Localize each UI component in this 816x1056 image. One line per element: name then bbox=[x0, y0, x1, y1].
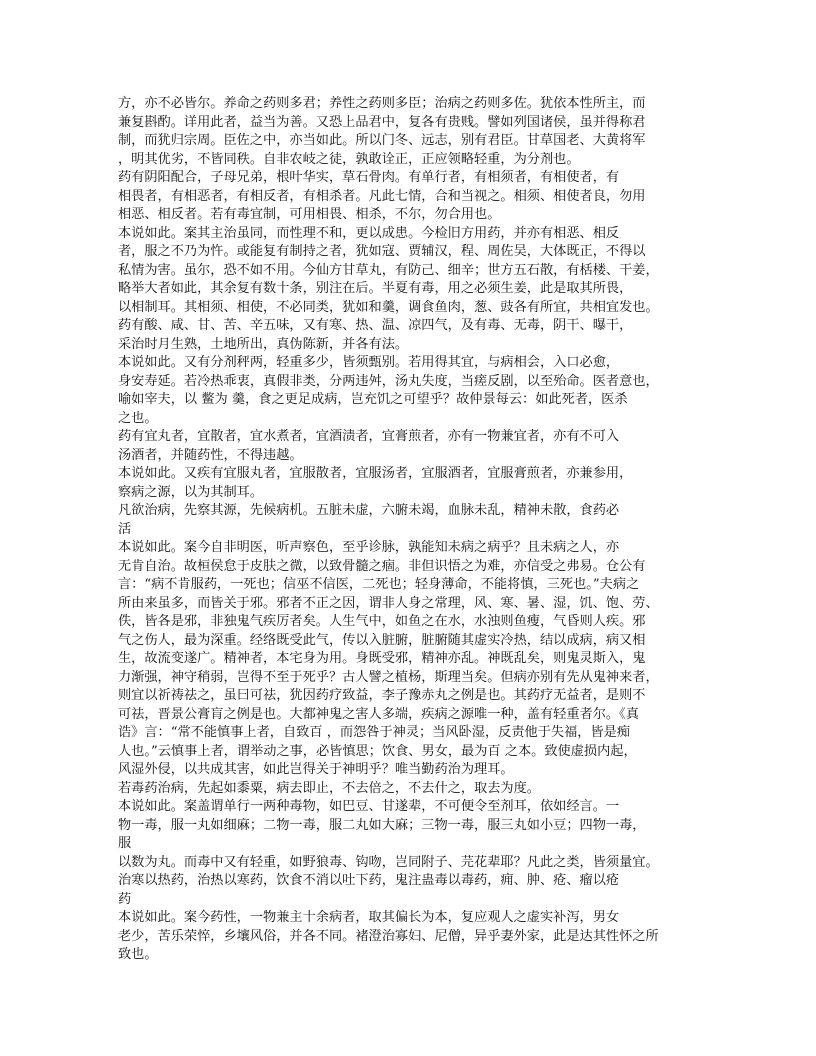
text-line: 言：“病不肯服药，一死也；信巫不信医，二死也；轻身薄命，不能将慎，三死也。”夫病之 bbox=[118, 577, 640, 592]
text-line: 服 bbox=[118, 836, 132, 851]
text-line: 力渐强，神守稍弱，岂得不至于死乎？古人譬之植杨，斯理当矣。但病亦别有先从鬼神来者， bbox=[118, 669, 659, 685]
text-line: 汤酒者，并随药性，不得违越。 bbox=[118, 447, 303, 463]
text-line: 人也。”云慎事上者，谓举动之事，必皆慎思；饮食、男女，最为百 之本。致使虚损内起， bbox=[118, 743, 637, 759]
text-line: 药有阴阳配合，子母兄弟，根叶华实，草石骨肉。有单行者，有相须者，有相使者，有 bbox=[118, 170, 620, 185]
text-line: 制，而犹归宗周。臣佐之中，亦当如此。所以门冬、远志，别有君臣。甘草国老、大黄将军 bbox=[118, 133, 646, 148]
text-line: 所由来虽多，而皆关于邪。邪者不正之因，谓非人身之常理，风、寒、暑、湿，饥、饱、劳、 bbox=[118, 595, 659, 611]
text-line: 老少，苦乐荣悴，乡壤风俗，并各不同。褚澄治寡妇、尼僧，异乎妻外家，此是达其性怀之所 bbox=[118, 928, 659, 944]
text-line: 身安寿延。若冷热乖衷，真假非类，分两违舛，汤丸失度，当瘥反剧，以至殆命。医者意也， bbox=[118, 373, 659, 389]
text-line: 物一毒，服一丸如细麻；二物一毒，服二丸如大麻；三物一毒，服三丸如小豆；四物一毒， bbox=[118, 817, 646, 833]
text-line: 者，服之不乃为忤。或能复有制持之者，犹如寇、贾辅汉，程、周佐吴，大体既正，不得以 bbox=[118, 244, 646, 259]
text-line: 气之伤人，最为深重。经络既受此气，传以入脏腑，脏腑随其虚实冷热，结以成病，病又相 bbox=[118, 632, 646, 648]
text-line: 方，亦不必皆尔。养命之药则多君；养性之药则多臣；治病之药则多佐。犹依本性所主，而 bbox=[118, 96, 646, 111]
text-line: 无肯自治。故桓侯怠于皮肤之微，以致骨髓之痼。非但识悟之为难，亦信受之弗易。仓公有 bbox=[118, 558, 646, 574]
text-line: 相畏者，有相恶者，有相反者，有相杀者。凡此七情，合和当视之。相须、相使者良，勿用 bbox=[118, 188, 646, 204]
text-line: 兼复斟酌。详用此者，益当为善。又恐上品君中，复各有贵贱。譬如列国诸侯，虽并得称君 bbox=[118, 114, 646, 130]
text-line: 本说如此。又有分剂秤两，轻重多少，皆须甄别。若用得其宜，与病相会，入口必愈， bbox=[118, 355, 620, 370]
text-line: 药有酸、咸、甘、苦、辛五味，又有寒、热、温、凉四气，及有毒、无毒，阴干、曝干， bbox=[118, 318, 633, 333]
text-line: 可祛，晋景公膏肓之例是也。大都神鬼之害人多端，疾病之源唯一种，盖有轻重者尔。《真 bbox=[118, 706, 639, 722]
text-line: 佚，皆各是邪，非独鬼气疾厉者矣。人生气中，如鱼之在水，水浊则鱼瘦，气昏则人疾。邪 bbox=[118, 614, 646, 629]
text-line: 察病之源，以为其制耳。 bbox=[118, 484, 264, 500]
text-line: 治寒以热药，治热以寒药，饮食不消以吐下药，鬼注蛊毒以毒药，痈、肿、疮、瘤以疮 bbox=[118, 873, 620, 888]
text-line: 私情为害。虽尔，恐不如不用。今仙方甘草丸，有防己、细辛；世方五石散，有栝楼、干姜， bbox=[118, 262, 659, 278]
text-line: 致也。 bbox=[118, 947, 158, 962]
text-line: 喻如宰夫，以 鳖为 羹，食之更足成病，岂充饥之可望乎？故仲景每云：如此死者，医杀 bbox=[118, 392, 628, 407]
text-line: 本说如此。又疾有宜服丸者，宜服散者，宜服汤者，宜服酒者，宜服膏煎者，亦兼参用， bbox=[118, 466, 633, 481]
text-line: 本说如此。案今药性，一物兼主十余病者，取其偏长为本，复应观人之虚实补泻，男女 bbox=[118, 910, 620, 925]
text-line: 若毒药治病，先起如黍粟，病去即止，不去倍之，不去什之，取去为度。 bbox=[118, 780, 540, 796]
text-line: 药有宜丸者，宜散者，宜水煮者，宜酒渍者，宜膏煎者，亦有一物兼宜者，亦有不可入 bbox=[118, 429, 620, 444]
text-line: 本说如此。案今自非明医，听声察色，至乎诊脉，孰能知未病之病乎？且未病之人，亦 bbox=[118, 540, 620, 555]
text-line: 相恶、相反者。若有毒宜制，可用相畏、相杀，不尔，勿合用也。 bbox=[118, 207, 501, 222]
text-line: 本说如此。案盖谓单行一两种毒物，如巴豆、甘遂辈，不可便令至剂耳，依如经言。一 bbox=[118, 799, 620, 814]
text-line: 则宜以祈祷祛之，虽曰可祛，犹因药疗致益，李子豫赤丸之例是也。其药疗无益者，是则不 bbox=[118, 688, 646, 703]
text-line: 以数为丸。而毒中又有轻重，如野狼毒、钩吻，岂同附子、芫花辈耶？凡此之类，皆须量宜。 bbox=[118, 854, 659, 870]
text-line: 诰》言：“常不能慎事上者，自致百 ，而怨咎于神灵；当风卧湿，反责他于失福，皆是痴 bbox=[118, 725, 631, 740]
text-line: 之也。 bbox=[118, 410, 158, 426]
text-line: 风湿外侵，以共成其害，如此岂得关于神明乎？唯当勤药治为理耳。 bbox=[118, 762, 514, 777]
text-line: 生，故流变遂广。精神者，本宅身为用。身既受邪，精神亦乱。神既乱矣，则鬼灵斯入，鬼 bbox=[118, 651, 646, 666]
text-line: 以相制耳。其相须、相使，不必同类，犹如和羹，调食鱼肉，葱、豉各有所宜，共相宜发也。 bbox=[118, 299, 659, 315]
text-line: 本说如此。案其主治虽同，而性理不和，更以成患。今检旧方用药，并亦有相恶、相反 bbox=[118, 225, 620, 241]
text-line: 药 bbox=[118, 891, 132, 907]
text-line: 采治时月生熟，土地所出，真伪陈新，并各有法。 bbox=[118, 336, 409, 352]
document-body bbox=[118, 95, 698, 965]
text-line: ，明其优劣，不皆同秩。自非农岐之徒，孰敢诠正，正应领略轻重，为分剂也。 bbox=[118, 151, 580, 167]
text-line: 凡欲治病，先察其源，先候病机。五脏未虚，六腑未竭，血脉未乱，精神未散，食药必 bbox=[118, 503, 620, 518]
text-line: 活 bbox=[118, 521, 132, 537]
text-line: 略举大者如此，其余复有数十条，别注在后。半夏有毒，用之必须生姜，此是取其所畏， bbox=[118, 281, 633, 296]
